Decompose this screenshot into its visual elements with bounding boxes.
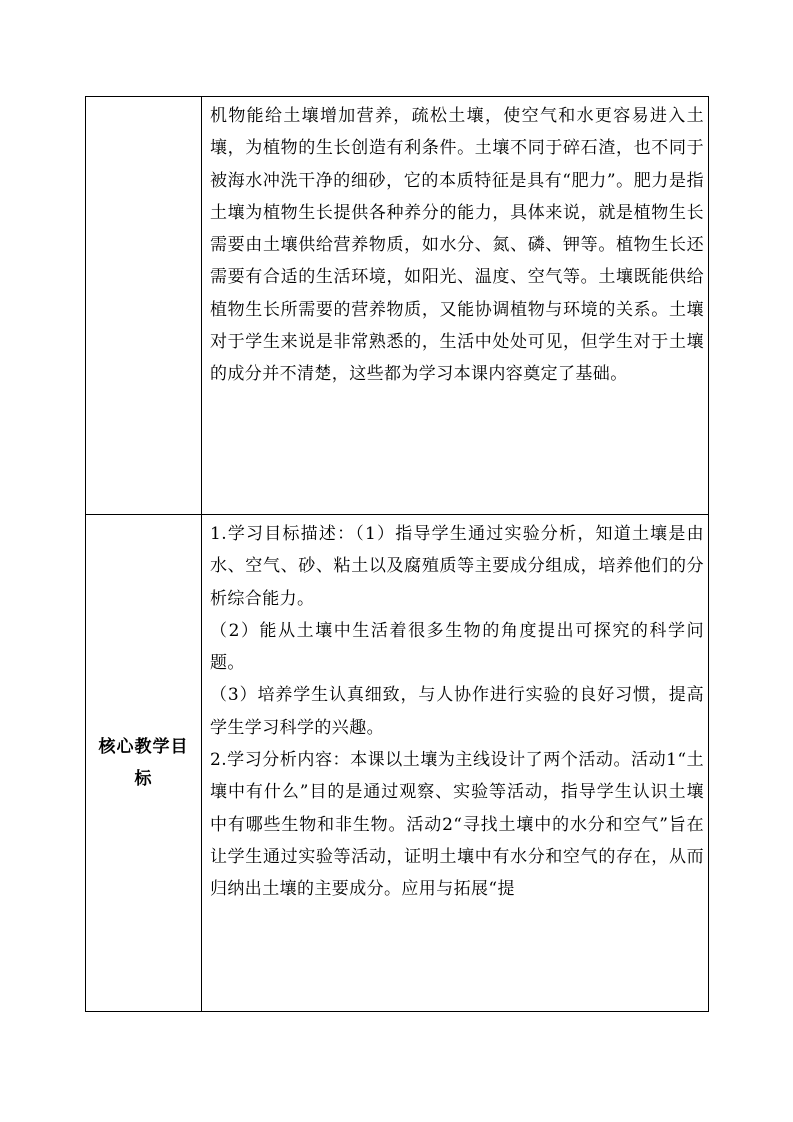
goal-paragraph-4: 2.学习分析内容：本课以土壤为主线设计了两个活动。活动1“土壤中有什么”目的是通过观察、实验等活动，指导学生认识土壤中有哪些生物和非生物。活动2“寻找土壤中的水分和空气”旨在让学生通过实验等活动，证明土壤中有水分和空气的存在，从而归纳出土壤的主要成分。应用与拓展“提 bbox=[210, 750, 704, 900]
table-row bbox=[86, 515, 709, 1012]
goal-paragraph-1: 1.学习目标描述：（1）指导学生通过实验分析，知道土壤是由水、空气、砂、粘土以及腐殖质等主要成分组成，培养他们的分析综合能力。 bbox=[210, 524, 704, 609]
body-paragraph: 机物能给土壤增加营养，疏松土壤，使空气和水更容易进入土壤，为植物的生长创造有利条件。土壤不同于碎石渣，也不同于被海水冲洗干净的细砂，它的本质特征是具有“肥力”。肥力是指土壤为植物生长提供各种养分的能力，具体来说，就是植物生长需要由土壤供给营养物质，如水分、氮、磷、钾等。植物生长还需要有合适的生活环境，如阳光、温度、空气等。土壤既能供给植物生长所需要的营养物质，又能协调植物与环境的关系。土壤对于学生来说是非常熟悉的，生活中处处可见，但学生对于土壤的成分并不清楚，这些都为学习本课内容奠定了基础。 bbox=[210, 106, 704, 385]
row-label-cell bbox=[86, 515, 202, 1012]
lesson-plan-table bbox=[85, 96, 709, 1012]
row-body-cell bbox=[202, 97, 709, 515]
goal-paragraph-3: （3）培养学生认真细致，与人协作进行实验的良好习惯，提高学生学习科学的兴趣。 bbox=[210, 685, 704, 738]
core-teaching-goal-label: 核心教学目标 bbox=[98, 737, 189, 789]
table-row bbox=[86, 97, 709, 515]
goal-paragraph-2: （2）能从土壤中生活着很多生物的角度提出可探究的科学问题。 bbox=[210, 620, 704, 674]
row-label-cell-empty bbox=[86, 97, 202, 515]
row-body-cell bbox=[202, 515, 709, 1012]
